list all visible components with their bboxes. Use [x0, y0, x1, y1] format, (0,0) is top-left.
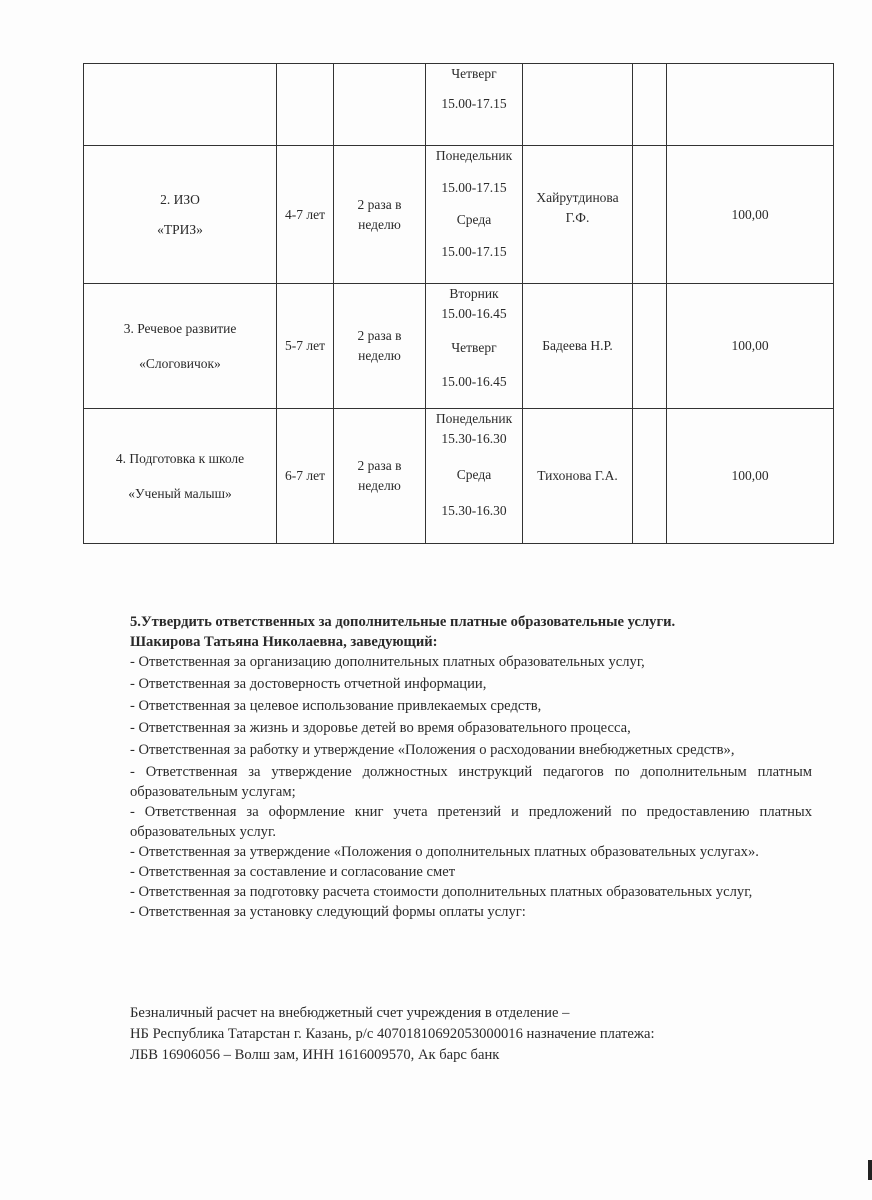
cell-age	[277, 64, 334, 146]
cell-name: 4. Подготовка к школе «Ученый малыш»	[84, 409, 277, 544]
cell-price: 100,00	[667, 146, 834, 284]
cell-teacher: Тихонова Г.А.	[523, 409, 633, 544]
list-item: - Ответственная за организацию дополнительных платных образовательных услуг,	[130, 654, 645, 670]
payment-line: Безналичный расчет на внебюджетный счет учреждения в отделение –	[130, 1005, 570, 1021]
table-row	[84, 284, 834, 409]
cell-price: 100,00	[667, 284, 834, 409]
cell-schedule: Понедельник 15.30-16.30 Среда 15.30-16.30	[426, 409, 523, 544]
list-item: - Ответственная за работку и утверждение «Положения о расходовании внебюджетных средств»,	[130, 742, 735, 758]
list-item: - Ответственная за достоверность отчетной информации,	[130, 676, 487, 692]
list-item: - Ответственная за оформление книг учета претензий и предложений по предоставлению платных образовательных услуг.	[130, 804, 812, 840]
responsible-person: Шакирова Татьяна Николаевна, заведующий:	[130, 634, 438, 650]
cell-schedule: Понедельник 15.00-17.15 Среда 15.00-17.15	[426, 146, 523, 284]
cell-price	[667, 64, 834, 146]
list-item: - Ответственная за составление и согласование смет	[130, 864, 456, 880]
cell-freq: 2 раза в неделю	[334, 409, 426, 544]
table-row	[84, 146, 834, 284]
cell-teacher: Хайрутдинова Г.Ф.	[523, 146, 633, 284]
list-item: - Ответственная за целевое использование привлекаемых средств,	[130, 698, 542, 714]
cell-extra	[633, 409, 667, 544]
cell-extra	[633, 64, 667, 146]
payment-line: ЛБВ 16906056 – Волш зам, ИНН 1616009570, Ак барс банк	[130, 1047, 500, 1063]
cell-freq: 2 раза в неделю	[334, 146, 426, 284]
cell-name	[84, 64, 277, 146]
cell-freq: 2 раза в неделю	[334, 284, 426, 409]
cell-schedule: Вторник 15.00-16.45 Четверг 15.00-16.45	[426, 284, 523, 409]
section-5	[130, 612, 812, 922]
cell-age: 6-7 лет	[277, 409, 334, 544]
payment-line: НБ Республика Татарстан г. Казань, р/с 40701810692053000016 назначение платежа:	[130, 1026, 655, 1042]
scan-edge-mark	[868, 1160, 872, 1180]
list-item: - Ответственная за установку следующий формы оплаты услуг:	[130, 904, 526, 920]
cell-freq	[334, 64, 426, 146]
section-heading: 5.Утвердить ответственных за дополнительные платные образовательные услуги.	[130, 614, 676, 630]
cell-teacher: Бадеева Н.Р.	[523, 284, 633, 409]
list-item: - Ответственная за жизнь и здоровье детей во время образовательного процесса,	[130, 720, 631, 736]
table-row	[84, 409, 834, 544]
cell-teacher	[523, 64, 633, 146]
table-row	[84, 64, 834, 146]
payment-details	[130, 1003, 830, 1066]
cell-extra	[633, 146, 667, 284]
cell-name: 3. Речевое развитие «Слоговичок»	[84, 284, 277, 409]
cell-schedule: Четверг 15.00-17.15	[426, 64, 523, 146]
cell-age: 4-7 лет	[277, 146, 334, 284]
cell-price: 100,00	[667, 409, 834, 544]
cell-age: 5-7 лет	[277, 284, 334, 409]
schedule-table	[83, 63, 834, 544]
cell-name: 2. ИЗО «ТРИЗ»	[84, 146, 277, 284]
list-item: - Ответственная за подготовку расчета стоимости дополнительных платных образовательных услуг,	[130, 884, 753, 900]
list-item: - Ответственная за утверждение «Положения о дополнительных платных образовательных услугах».	[130, 844, 759, 860]
list-item: - Ответственная за утверждение должностных инструкций педагогов по дополнительным платным образовательным услугам;	[130, 764, 812, 800]
cell-extra	[633, 284, 667, 409]
